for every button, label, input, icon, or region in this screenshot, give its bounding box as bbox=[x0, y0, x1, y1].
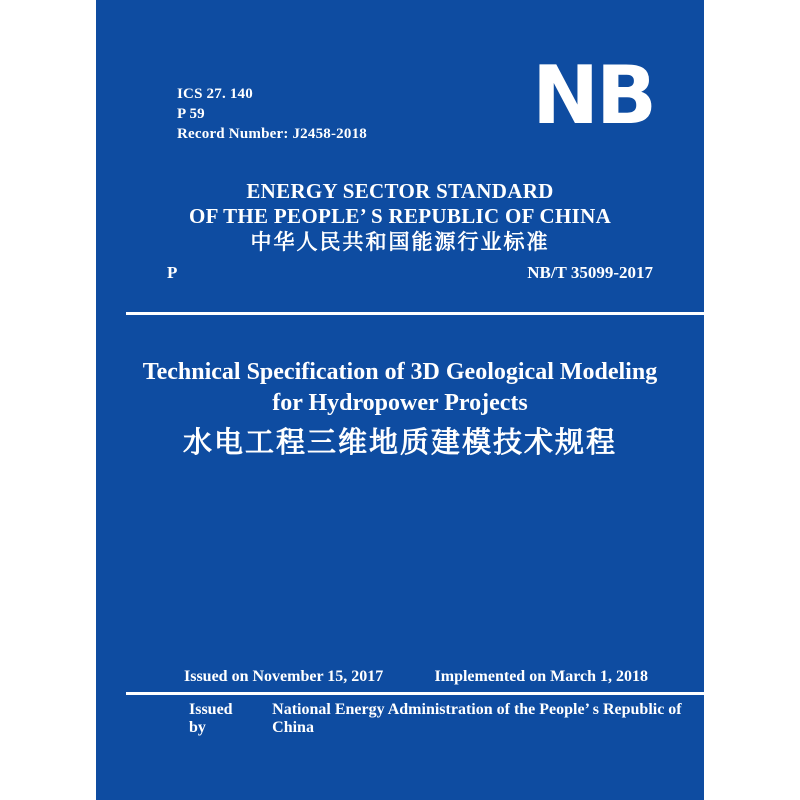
issued-by-value: National Energy Administration of the People’ s Republic of China bbox=[272, 701, 682, 736]
standard-heading-block bbox=[96, 179, 704, 256]
class-and-number-row bbox=[96, 263, 704, 283]
issued-by-label: Issued by bbox=[189, 701, 233, 736]
implemented-date: Implemented on March 1, 2018 bbox=[434, 668, 648, 685]
title-en-line2: for Hydropower Projects bbox=[272, 390, 528, 416]
standard-cover-page bbox=[96, 0, 704, 800]
ics-code: ICS 27. 140 bbox=[177, 86, 253, 102]
standard-name-en-line2: OF THE PEOPLE’ S REPUBLIC OF CHINA bbox=[188, 204, 612, 228]
standard-number: NB/T 35099-2017 bbox=[527, 263, 653, 282]
issued-date: Issued on November 15, 2017 bbox=[184, 668, 384, 685]
nb-logo: NB bbox=[532, 49, 654, 142]
classification-code: P 59 bbox=[177, 106, 205, 122]
bottom-divider-line bbox=[126, 692, 704, 695]
dates-row bbox=[96, 668, 704, 686]
record-number: Record Number: J2458-2018 bbox=[177, 126, 367, 142]
title-block bbox=[96, 357, 704, 460]
title-en-line1: Technical Specification of 3D Geological Modeling bbox=[142, 359, 658, 385]
class-letter: P bbox=[167, 263, 178, 282]
standard-name-zh: 中华人民共和国能源行业标准 bbox=[250, 230, 550, 254]
title-zh: 水电工程三维地质建模技术规程 bbox=[182, 427, 617, 459]
standard-name-en-line1: ENERGY SECTOR STANDARD bbox=[246, 179, 554, 203]
document-codes-block bbox=[177, 84, 367, 144]
issued-by-row bbox=[189, 701, 704, 737]
top-divider-line bbox=[126, 312, 704, 315]
